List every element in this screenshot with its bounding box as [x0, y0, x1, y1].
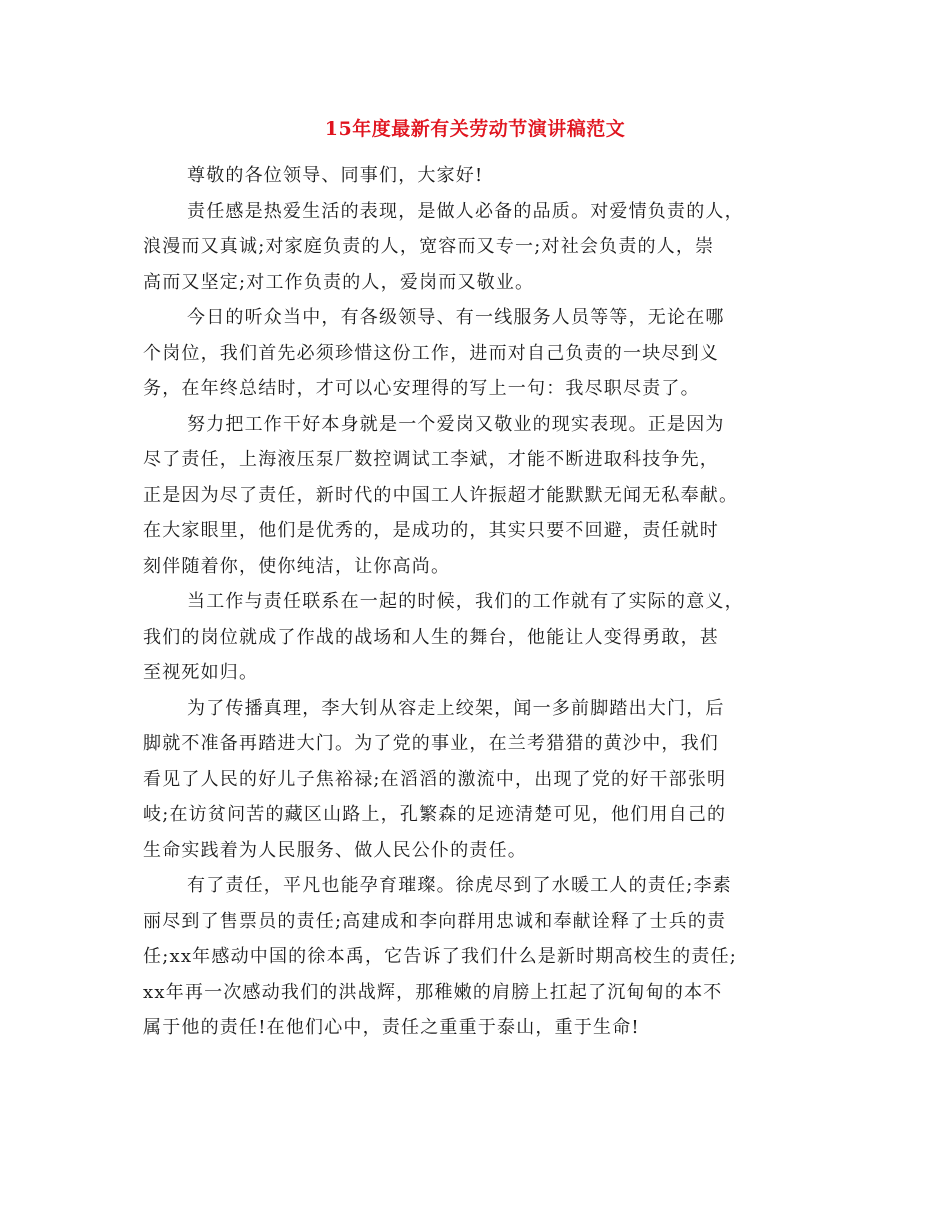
text-line: 在大家眼里，他们是优秀的，是成功的，其实只要不回避，责任就时	[143, 520, 719, 541]
text-line: 尽了责任，上海液压泵厂数控调试工李斌，才能不断进取科技争先，	[143, 449, 719, 470]
text-line: 脚就不准备再踏进大门。为了党的事业，在兰考猎猎的黄沙中，我们	[143, 733, 719, 754]
text-line: 生命实践着为人民服务、做人民公仆的责任。	[143, 839, 527, 861]
text-line: 刻伴随着你，使你纯洁，让你高尚。	[143, 555, 451, 577]
paragraph	[143, 868, 813, 1046]
paragraph	[143, 407, 813, 585]
paragraph	[143, 194, 813, 301]
document-body	[143, 158, 813, 1046]
text-line: 浪漫而又真诚;对家庭负责的人，宽容而又专一;对社会负责的人，崇	[143, 236, 715, 257]
text-line: 个岗位，我们首先必须珍惜这份工作，进而对自己负责的一块尽到义	[143, 342, 719, 364]
paragraph	[143, 300, 813, 407]
paragraph	[143, 584, 813, 691]
text-line: 至视死如归。	[143, 662, 259, 683]
text-line: 为了传播真理，李大钊从容走上绞架，闻一多前脚踏出大门，后	[187, 697, 725, 719]
paragraph	[143, 691, 813, 869]
text-line: xx年再一次感动我们的洪战辉，那稚嫩的肩膀上扛起了沉甸甸的本不	[143, 981, 723, 1003]
text-line: 高而又坚定;对工作负责的人，爱岗而又敬业。	[143, 271, 535, 293]
text-line: 正是因为尽了责任，新时代的中国工人许振超才能默默无闻无私奉献。	[143, 484, 739, 506]
text-line: 看见了人民的好儿子焦裕禄;在滔滔的激流中，出现了党的好干部张明	[143, 768, 727, 790]
text-line: 有了责任，平凡也能孕育璀璨。徐虎尽到了水暖工人的责任;李素	[187, 875, 732, 896]
text-line: 任;xx年感动中国的徐本禹，它告诉了我们什么是新时期高校生的责任;	[143, 946, 738, 967]
text-line: 属于他的责任!在他们心中，责任之重重于泰山，重于生命!	[143, 1017, 640, 1038]
text-line: 岐;在访贫问苦的藏区山路上，孔繁森的足迹清楚可见，他们用自己的	[143, 804, 727, 825]
text-line: 我们的岗位就成了作战的战场和人生的舞台，他能让人变得勇敢，甚	[143, 626, 719, 648]
text-line: 努力把工作干好本身就是一个爱岗又敬业的现实表现。正是因为	[187, 413, 725, 435]
document-title: 15年度最新有关劳动节演讲稿范文	[324, 118, 626, 140]
text-line: 尊敬的各位领导、同事们，大家好!	[187, 165, 484, 186]
text-line: 当工作与责任联系在一起的时候，我们的工作就有了实际的意义，	[187, 591, 744, 612]
text-line: 责任感是热爱生活的表现，是做人必备的品质。对爱情负责的人，	[187, 200, 744, 222]
paragraph-greeting	[143, 158, 813, 194]
text-line: 今日的听众当中，有各级领导、有一线服务人员等等，无论在哪	[187, 307, 725, 328]
text-line: 务，在年终总结时，才可以心安理得的写上一句：我尽职尽责了。	[143, 378, 700, 399]
text-line: 丽尽到了售票员的责任;高建成和李向群用忠诚和奉献诠释了士兵的责	[143, 910, 727, 932]
